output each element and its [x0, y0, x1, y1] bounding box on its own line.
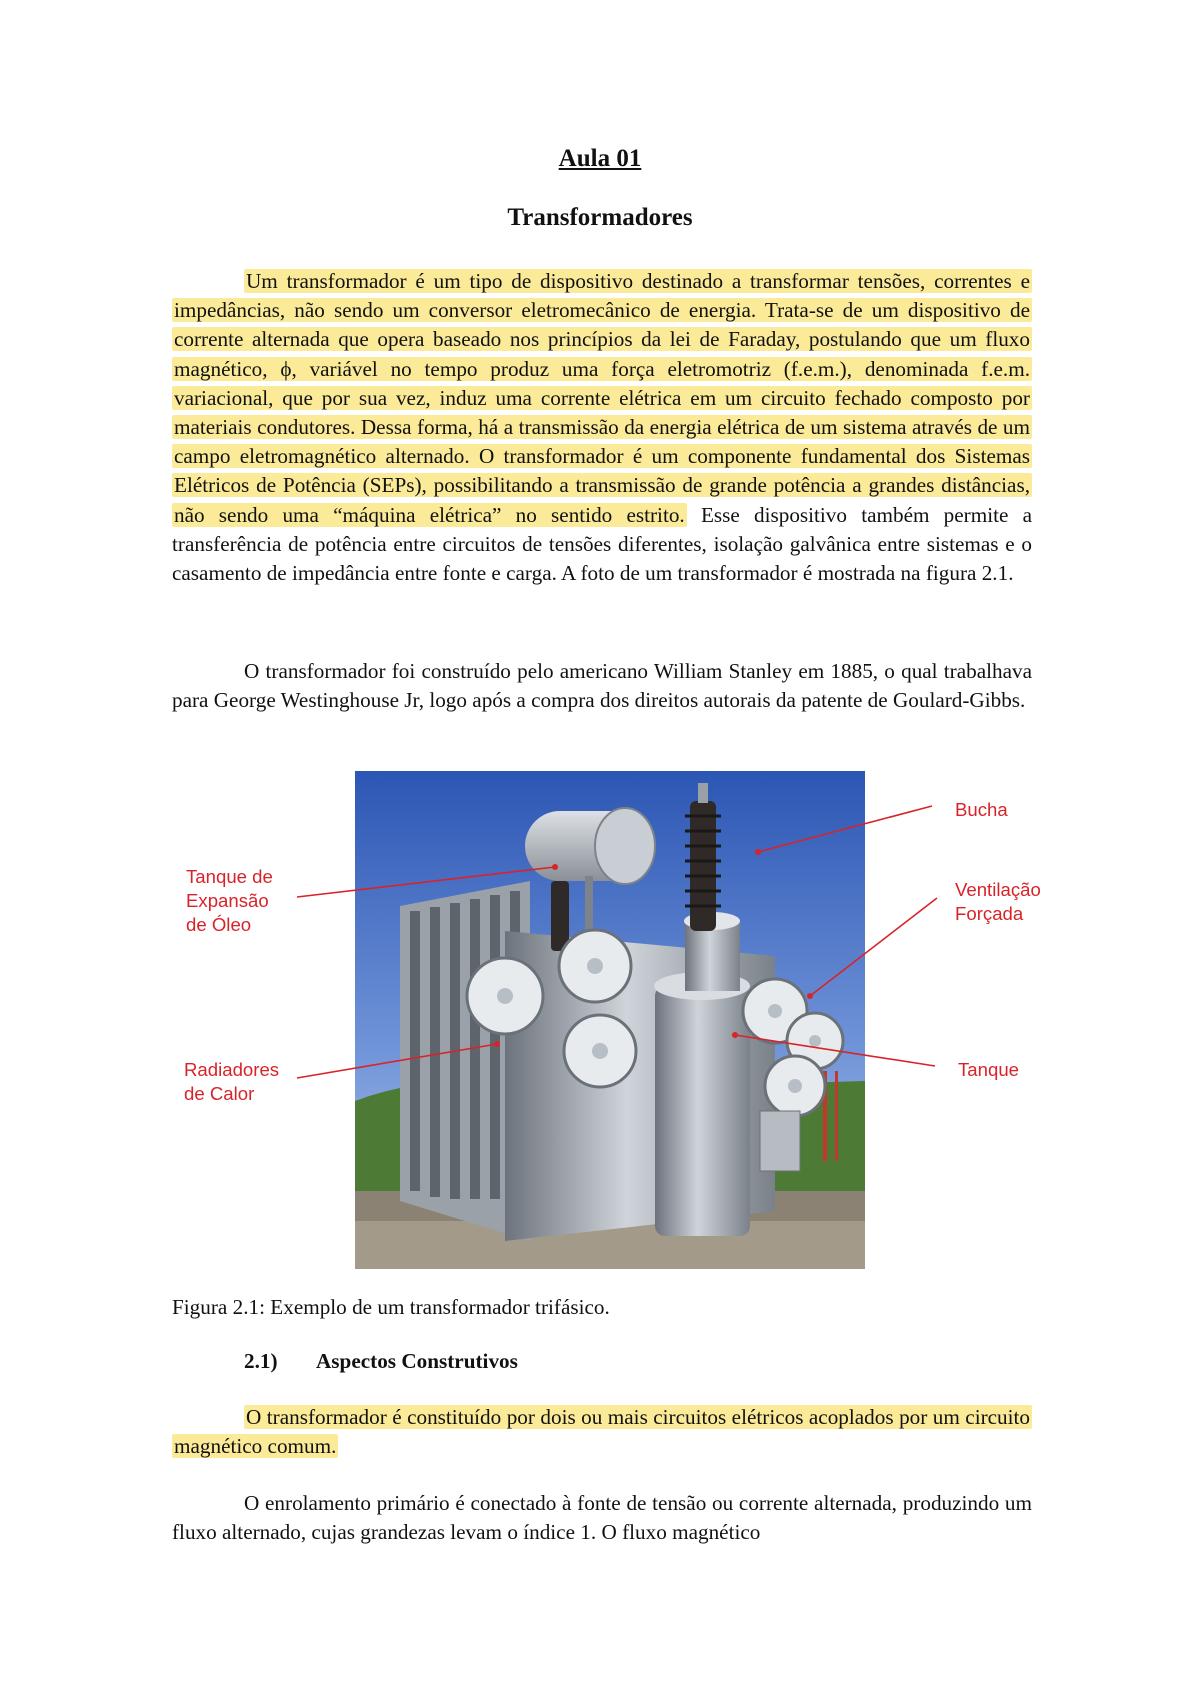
section-heading — [244, 1349, 518, 1374]
label-bucha: Bucha — [955, 799, 1008, 820]
history-paragraph: O transformador foi construído pelo americano William Stanley em 1885, o qual trabalhava para George Westinghouse Jr, logo após a compra dos direitos autorais da patente de Goulard-Gibbs. — [172, 659, 1032, 713]
lesson-title: Aula 01 — [558, 145, 642, 172]
winding-paragraph: O enrolamento primário é conectado à fonte de tensão ou corrente alternada, produzindo um fluxo alternado, cujas grandezas levam o índice 1. O fluxo magnético — [172, 1491, 1032, 1545]
section-title: Aspectos Construtivos — [316, 1349, 518, 1373]
label-tanque-expansao: Tanque de Expansão de Óleo — [186, 866, 273, 935]
paragraph-text: Esse dispositivo também permite a transferência de potência entre circuitos de tensões diferentes, isolação galvânica entre sistemas e o casamento de impedância entre fonte e carga. A foto de um transformador é mostrada na figura 2.1. — [172, 502, 1032, 586]
definition-paragraph — [172, 1403, 1032, 1461]
label-tanque: Tanque — [958, 1059, 1020, 1080]
label-radiadores: Radiadores de Calor — [184, 1059, 280, 1104]
figure-caption: Figura 2.1: Exemplo de um transformador trifásico. — [172, 1295, 610, 1319]
highlighted-text: O transformador é constituído por dois ou mais circuitos elétricos acoplados por um circuito magnético comum. — [174, 1405, 1030, 1459]
label-ventilacao: Ventilação Forçada — [955, 879, 1041, 924]
topic-title: Transformadores — [507, 204, 693, 231]
highlighted-text: Um transformador é um tipo de dispositivo destinado a transformar tensões, correntes e impedâncias, não sendo um conversor eletromecânico de energia. Trata-se de um dispositivo de corrente alternada que opera baseado nos princípios da lei de Faraday, postulando que um fluxo magnético, ϕ, variável no tempo produz uma força eletromotriz (f.e.m.), denominada f.e.m. variacional, que por sua vez, induz uma corrente elétrica em um circuito fechado composto por materiais condutores. Dessa forma, há a transmissão da energia elétrica de um sistema através de um campo eletromagnético alternado. O transformador é um componente fundamental dos Sistemas Elétricos de Potência (SEPs), possibilitando a transmissão de grande potência a grandes distâncias, não sendo uma “máquina elétrica” no sentido estrito. — [174, 269, 1030, 527]
section-number: 2.1) — [244, 1349, 278, 1373]
